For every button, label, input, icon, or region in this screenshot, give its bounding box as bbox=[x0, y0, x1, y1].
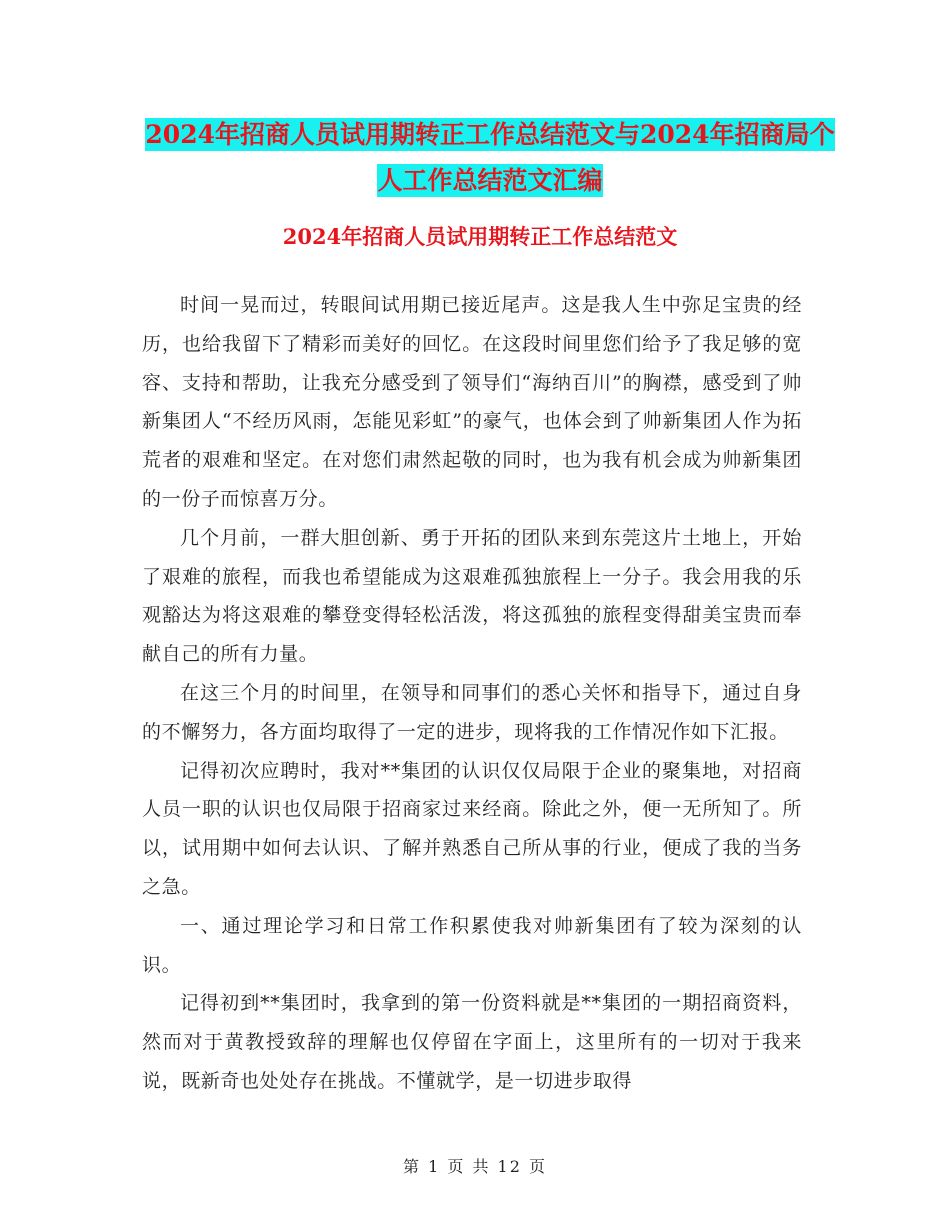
paragraph: 在这三个月的时间里，在领导和同事们的悉心关怀和指导下，通过自身的不懈努力，各方面均取得了一定的进步，现将我的工作情况作如下汇报。 bbox=[142, 681, 802, 743]
page-footer: 第 1 页 共 12 页 bbox=[403, 1157, 547, 1176]
paragraph: 记得初到**集团时，我拿到的第一份资料就是**集团的一期招商资料，然而对于黄教授致辞的理解也仅停留在字面上，这里所有的一切对于我来说，既新奇也处处存在挑战。不懂就学，是一切进步取得 bbox=[142, 992, 802, 1092]
paragraph: 时间一晃而过，转眼间试用期已接近尾声。这是我人生中弥足宝贵的经历，也给我留下了精彩而美好的回忆。在这段时间里您们给予了我足够的宽容、支持和帮助，让我充分感受到了领导们“海纳百川”的胸襟，感受到了帅新集团人“不经历风雨，怎能见彩虹”的豪气，也体会到了帅新集团人作为拓荒者的艰难和坚定。在对您们肃然起敬的同时，也为我有机会成为帅新集团的一份子而惊喜万分。 bbox=[142, 294, 802, 510]
document-body bbox=[142, 286, 802, 1101]
paragraph: 几个月前，一群大胆创新、勇于开拓的团队来到东莞这片土地上，开始了艰难的旅程，而我也希望能成为这艰难孤独旅程上一分子。我会用我的乐观豁达为将这艰难的攀登变得轻松活泼，将这孤独的旅程变得甜美宝贵而奉献自己的所有力量。 bbox=[142, 526, 802, 666]
paragraph: 记得初次应聘时，我对**集团的认识仅仅局限于企业的聚集地，对招商人员一职的认识也仅局限于招商家过来经商。除此之外，便一无所知了。所以，试用期中如何去认识、了解并熟悉自己所从事的行业，便成了我的当务之急。 bbox=[142, 759, 802, 898]
paragraph: 一、通过理论学习和日常工作积累使我对帅新集团有了较为深刻的认识。 bbox=[142, 914, 802, 976]
document-title bbox=[140, 112, 840, 204]
section-title: 2024年招商人员试用期转正工作总结范文 bbox=[282, 224, 678, 249]
document-title-text: 2024年招商人员试用期转正工作总结范文与2024年招商局个人工作总结范文汇编 bbox=[145, 120, 835, 195]
